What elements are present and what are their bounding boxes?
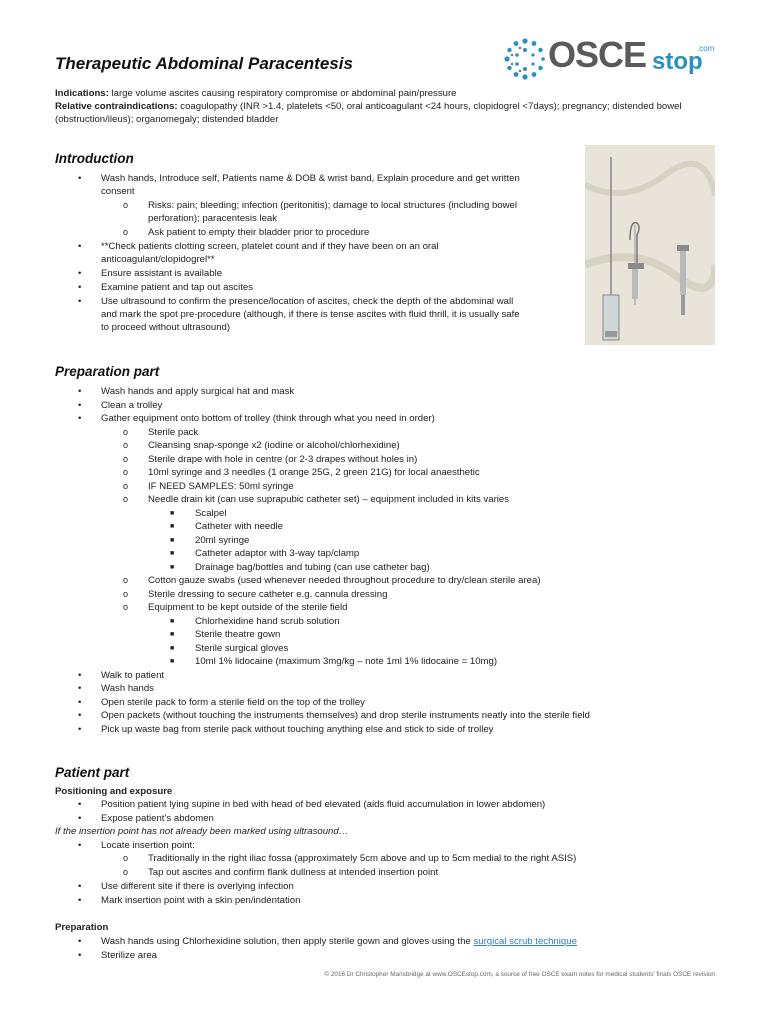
sub-bullet: o	[123, 440, 129, 450]
sub-bullet: o	[123, 589, 129, 599]
bullet	[78, 669, 81, 682]
prep-subsubitem: Catheter with needle	[195, 521, 283, 532]
prep-subsubitem: Scalpel	[195, 508, 227, 519]
indications	[55, 87, 715, 126]
prep-subitem: Sterile drape with hole in centre (or 2-3 drapes without holes in)	[148, 454, 418, 465]
indications-text: large volume ascites causing respiratory compromise or abdominal pain/pressure	[111, 88, 457, 99]
intro-subitem: Risks: pain; bleeding; infection (peritonitis); damage to local structures (including bowel	[148, 200, 518, 211]
prep-item: Gather equipment onto bottom of trolley (think through what you need in order)	[101, 413, 435, 424]
bullet	[78, 267, 81, 280]
bullet	[78, 412, 81, 425]
intro-item: **Check patients clotting screen, platelet count and if they have been on an oral	[101, 241, 439, 252]
sub-bullet: o	[123, 853, 129, 863]
scrub-text: Wash hands using Chlorhexidine solution, then apply sterile gown and gloves using the	[101, 936, 471, 947]
patient-item: Sterilize area	[101, 950, 157, 961]
insertion-note: If the insertion point has not already been marked using ultrasound…	[55, 826, 349, 837]
prep-subitem: Sterile dressing to secure catheter e.g. cannula dressing	[148, 589, 388, 600]
prep-heading: Preparation part	[55, 364, 160, 379]
contraindications-label: Relative contraindications:	[55, 101, 178, 112]
prep-item: Wash hands and apply surgical hat and mask	[101, 386, 295, 397]
patient-heading: Patient part	[55, 765, 130, 780]
bullet	[78, 798, 81, 811]
bullet	[78, 385, 81, 398]
prep-item: Open sterile pack to form a sterile field on the top of the trolley	[101, 697, 365, 708]
sub-bullet: o	[123, 200, 129, 210]
patient-subitem: Traditionally in the right iliac fossa (approximately 5cm above and up to 5cm medial to the right ASIS)	[148, 853, 577, 864]
bullet	[78, 949, 81, 962]
sub-bullet: o	[123, 481, 129, 491]
equipment-photo	[585, 145, 715, 345]
osce-stop-logo	[502, 34, 722, 84]
square-bullet: ■	[170, 658, 175, 665]
intro-item-cont: consent	[101, 186, 135, 197]
square-bullet: ■	[170, 550, 175, 557]
prep-subsubitem: 20ml syringe	[195, 535, 250, 546]
prep-subitem: Sterile pack	[148, 427, 199, 438]
preparation-subheading: Preparation	[55, 922, 109, 933]
bullet	[78, 281, 81, 294]
patient-item: Expose patient’s abdomen	[101, 813, 214, 824]
bullet	[78, 709, 81, 722]
square-bullet: ■	[170, 618, 175, 625]
bullet	[78, 240, 81, 253]
sub-bullet: o	[123, 602, 129, 612]
logo-stop-text: stop	[652, 48, 703, 75]
intro-item: Ensure assistant is available	[101, 268, 223, 279]
prep-subsubitem: Sterile theatre gown	[195, 629, 281, 640]
bullet	[78, 723, 81, 736]
square-bullet: ■	[170, 645, 175, 652]
intro-subitem: Ask patient to empty their bladder prior to procedure	[148, 227, 370, 238]
prep-subsubitem: Chlorhexidine hand scrub solution	[195, 616, 340, 627]
bullet	[78, 839, 81, 852]
prep-item: Clean a trolley	[101, 400, 163, 411]
positioning-heading: Positioning and exposure	[55, 786, 173, 797]
prep-subitem: IF NEED SAMPLES: 50ml syringe	[148, 481, 294, 492]
patient-item: Use different site if there is overlying infection	[101, 881, 294, 892]
square-bullet: ■	[170, 564, 175, 571]
footer: © 2016 Dr Christopher Mansbridge at www.OSCEstop.com, a source of free OSCE exam notes for medical students' finals OSCE revision	[324, 971, 715, 978]
square-bullet: ■	[170, 510, 175, 517]
logo-dots-icon	[502, 36, 548, 82]
bullet	[78, 682, 81, 695]
logo-com-text: .com	[697, 44, 715, 53]
intro-item: Use ultrasound to confirm the presence/location of ascites, check the depth of the abdominal wall	[101, 296, 514, 307]
sub-bullet: o	[123, 454, 129, 464]
intro-subitem-cont: perforation); paracentesis leak	[148, 213, 278, 224]
contraindications-text: coagulopathy (INR >1.4, platelets <50, oral anticoagulant <24 hours, clopidogrel <7days); pregnancy; distended bowel	[180, 101, 682, 112]
bullet	[78, 812, 81, 825]
prep-subsubitem: 10ml 1% lidocaine (maximum 3mg/kg – note 1ml 1% lidocaine = 10mg)	[195, 656, 498, 667]
square-bullet: ■	[170, 523, 175, 530]
intro-item: Wash hands, Introduce self, Patients name & DOB & wrist band, Explain procedure and get written	[101, 173, 520, 184]
intro-item-cont: and mark the spot pre-procedure (although, if there is tense ascites with fluid thrill, it is usually safe	[101, 309, 520, 320]
square-bullet: ■	[170, 537, 175, 544]
intro-heading: Introduction	[55, 151, 134, 166]
prep-subitem: Cleansing snap-sponge x2 (iodine or alcohol/chlorhexidine)	[148, 440, 400, 451]
intro-item-cont: to proceed without ultrasound)	[101, 322, 231, 333]
sub-bullet: o	[123, 227, 129, 237]
prep-subsubitem: Drainage bag/bottles and tubing (can use catheter bag)	[195, 562, 430, 573]
patient-item: Locate insertion point:	[101, 840, 195, 851]
bullet	[78, 880, 81, 893]
prep-item: Wash hands	[101, 683, 154, 694]
prep-item: Open packets (without touching the instruments themselves) and drop sterile instruments neatly into the sterile field	[101, 710, 590, 721]
prep-subitem: Needle drain kit (can use suprapubic catheter set) – equipment included in kits varies	[148, 494, 510, 505]
intro-item-cont: anticoagulant/clopidogrel**	[101, 254, 215, 265]
contraindications-text-2: (obstruction/ileus); organomegaly; distended bladder	[55, 114, 279, 125]
prep-item: Pick up waste bag from sterile pack without touching anything else and stick to side of trolley	[101, 724, 494, 735]
sub-bullet: o	[123, 575, 129, 585]
sub-bullet: o	[123, 427, 129, 437]
sub-bullet: o	[123, 494, 129, 504]
page-title: Therapeutic Abdominal Paracentesis	[55, 54, 353, 73]
square-bullet: ■	[170, 631, 175, 638]
sub-bullet: o	[123, 867, 129, 877]
prep-subitem: Equipment to be kept outside of the sterile field	[148, 602, 348, 613]
bullet	[78, 295, 81, 308]
patient-item: Mark insertion point with a skin pen/indentation	[101, 895, 301, 906]
patient-item	[101, 935, 577, 948]
patient-subitem: Tap out ascites and confirm flank dullness at intended insertion point	[148, 867, 439, 878]
patient-item: Position patient lying supine in bed with head of bed elevated (aids fluid accumulation in lower abdomen)	[101, 799, 546, 810]
bullet	[78, 172, 81, 185]
intro-item: Examine patient and tap out ascites	[101, 282, 253, 293]
prep-subsubitem: Sterile surgical gloves	[195, 643, 289, 654]
bullet	[78, 894, 81, 907]
prep-subitem: Cotton gauze swabs (used whenever needed throughout procedure to dry/clean sterile area)	[148, 575, 541, 586]
surgical-scrub-link[interactable]: surgical scrub technique	[473, 936, 577, 947]
bullet	[78, 696, 81, 709]
bullet	[78, 935, 81, 948]
prep-subsubitem: Catheter adaptor with 3-way tap/clamp	[195, 548, 360, 559]
prep-subitem: 10ml syringe and 3 needles (1 orange 25G, 2 green 21G) for local anaesthetic	[148, 467, 480, 478]
indications-label: Indications:	[55, 88, 109, 99]
sub-bullet: o	[123, 467, 129, 477]
bullet	[78, 399, 81, 412]
logo-text: OSCE	[548, 34, 647, 75]
prep-item: Walk to patient	[101, 670, 165, 681]
